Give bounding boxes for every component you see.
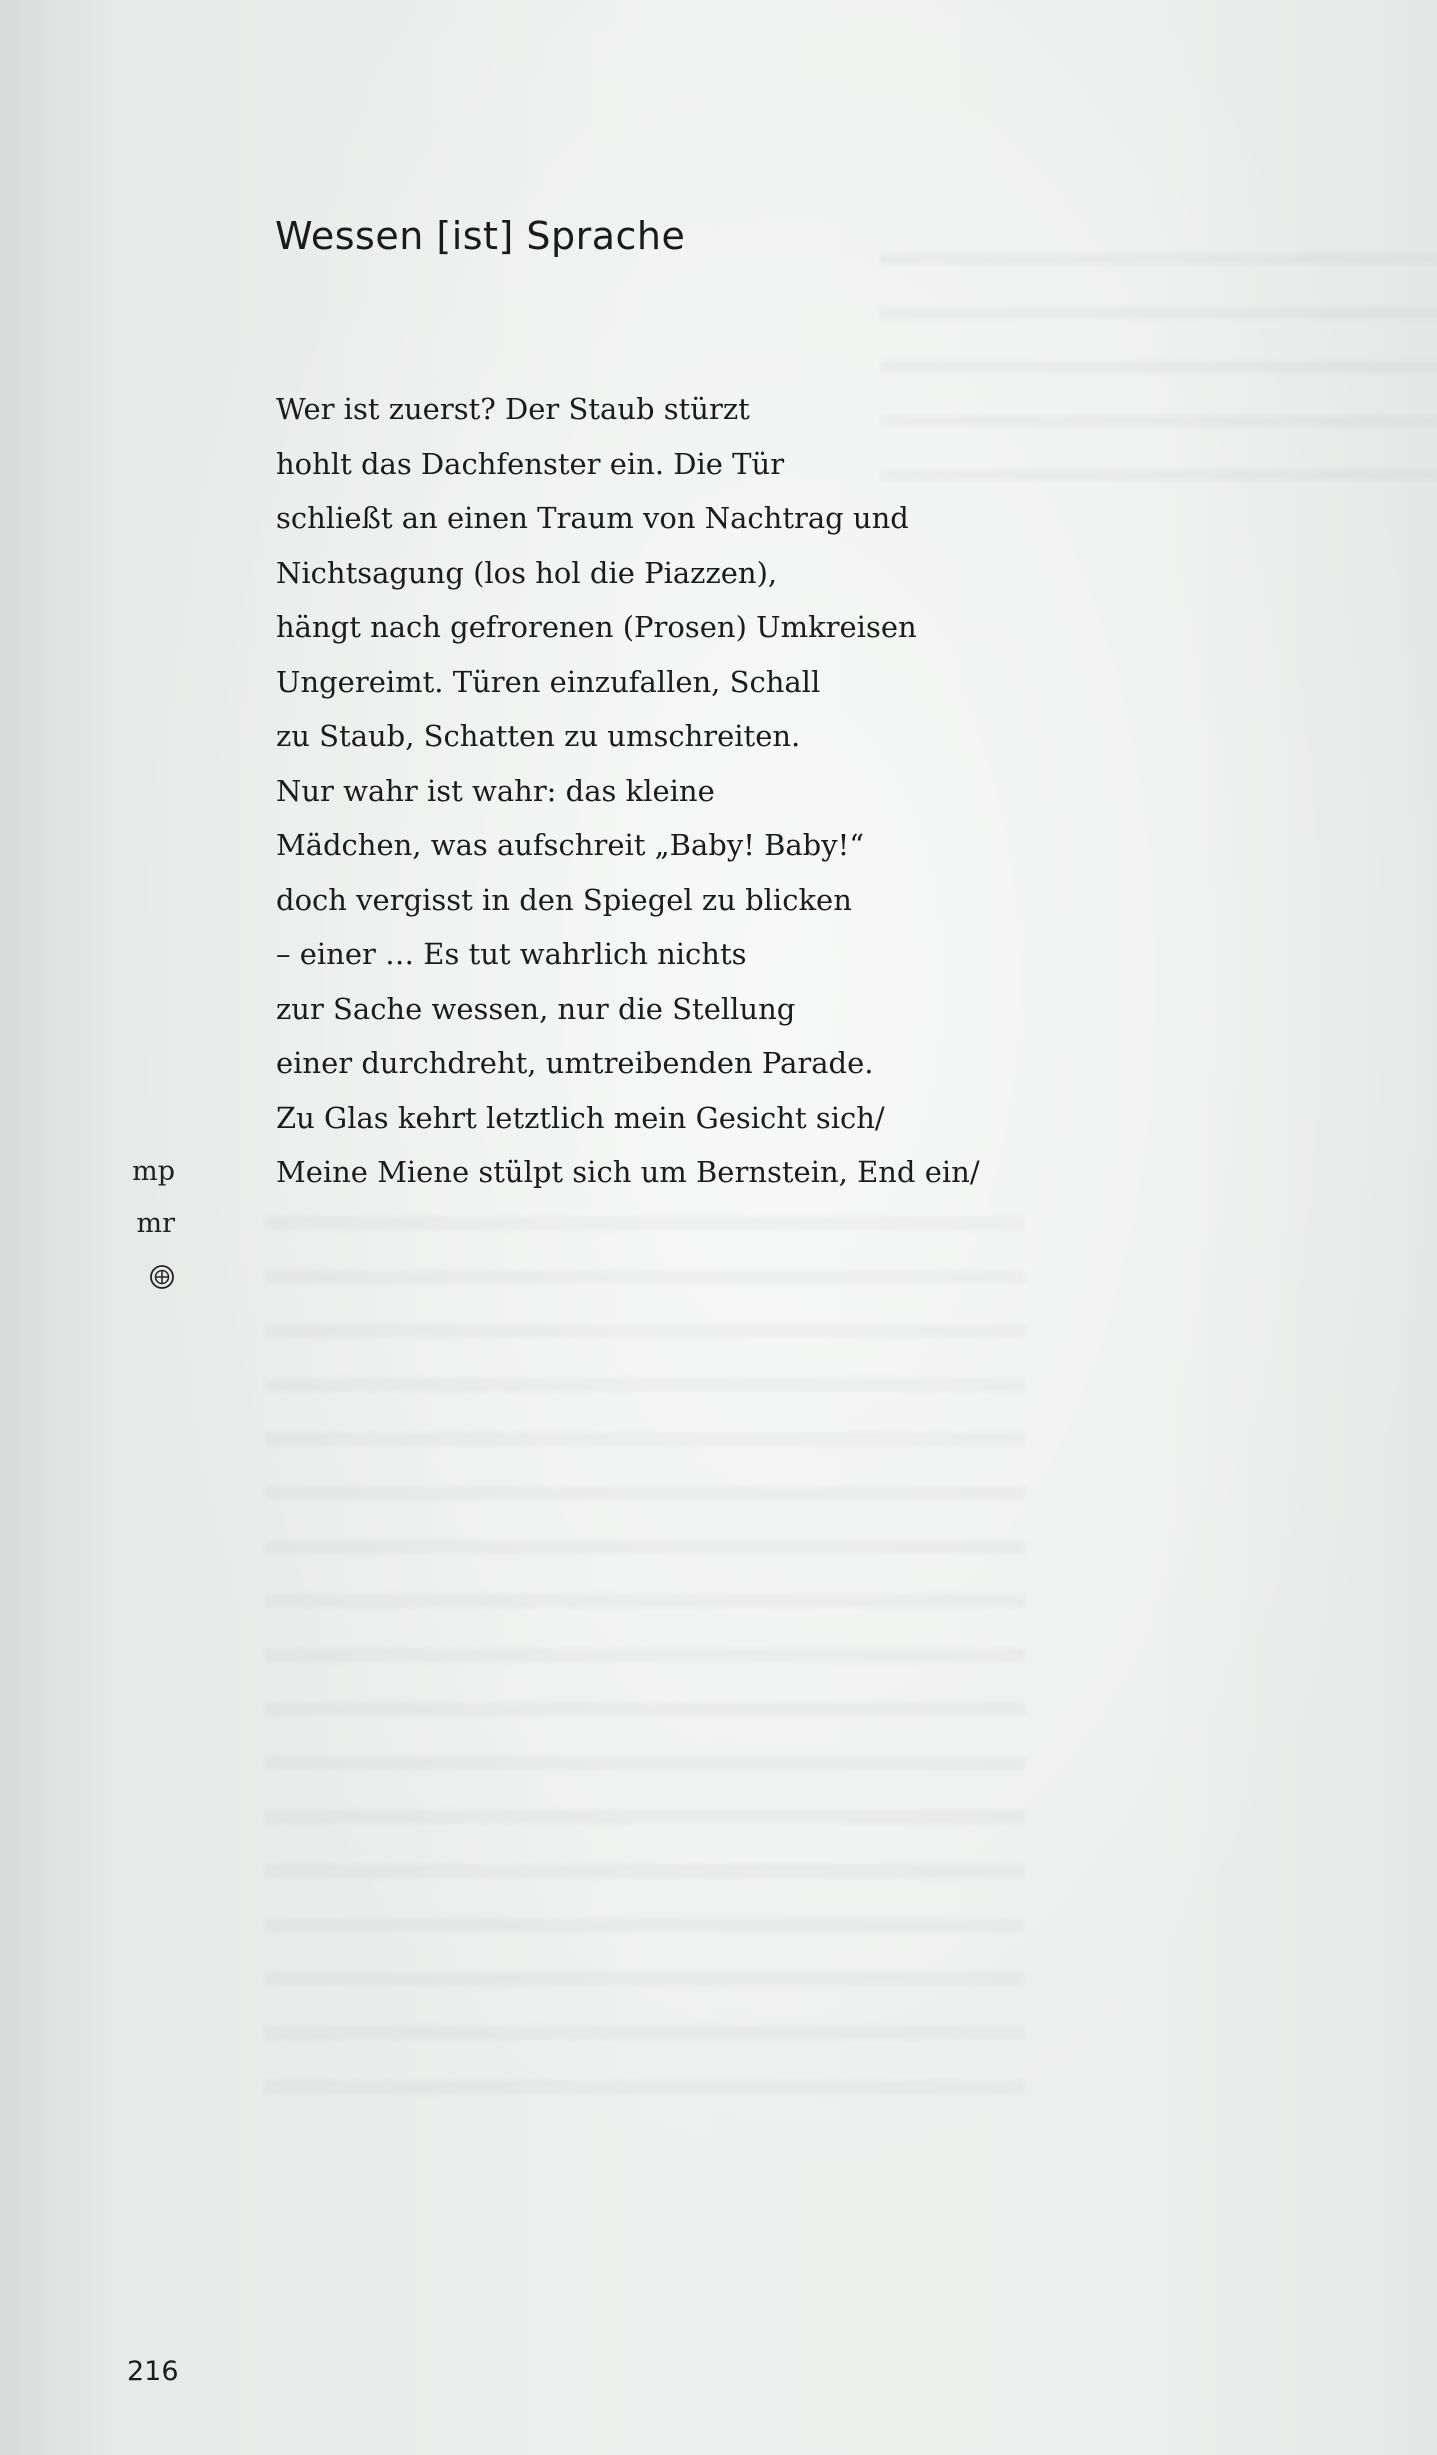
poem-line: Ungereimt. Türen einzufallen, Schall	[276, 664, 821, 699]
poem-line: Nichtsagung (los hol die Piazzen),	[276, 555, 778, 590]
circled-plus-icon	[149, 1264, 175, 1290]
poem-line: zu Staub, Schatten zu umschreiten.	[276, 719, 801, 753]
poem-line: doch vergisst in den Spiegel zu blicken	[276, 882, 852, 917]
poem-line: Wer ist zuerst? Der Staub stürzt	[276, 392, 750, 426]
poem-line: Mädchen, was aufschreit „Baby! Baby!“	[276, 828, 865, 862]
show-through-texture	[265, 1190, 1025, 2130]
poem-title: Wessen [ist] Sprache	[275, 214, 686, 258]
page-number: 216	[127, 2356, 179, 2387]
poem-line: einer durchdreht, umtreibenden Parade.	[276, 1046, 874, 1080]
poem-line: Nur wahr ist wahr: das kleine	[276, 773, 715, 808]
margin-notes	[132, 1146, 175, 1302]
poem-line: Zu Glas kehrt letztlich mein Gesicht sich/	[276, 1100, 885, 1135]
poem-line: hängt nach gefrorenen (Prosen) Umkreisen	[276, 610, 917, 644]
margin-note-mp: mp	[132, 1156, 175, 1187]
poem-body	[276, 382, 980, 1200]
poem-line: Meine Miene stülpt sich um Bernstein, End ein/	[276, 1155, 980, 1189]
margin-note-symbol	[132, 1250, 175, 1302]
poem-line: hohlt das Dachfenster ein. Die Tür	[276, 446, 785, 481]
poem-line: – einer … Es tut wahrlich nichts	[276, 937, 747, 971]
poem-line: schließt an einen Traum von Nachtrag und	[276, 501, 909, 535]
margin-note-mr: mr	[136, 1208, 175, 1239]
poem-line: zur Sache wessen, nur die Stellung	[276, 991, 796, 1026]
